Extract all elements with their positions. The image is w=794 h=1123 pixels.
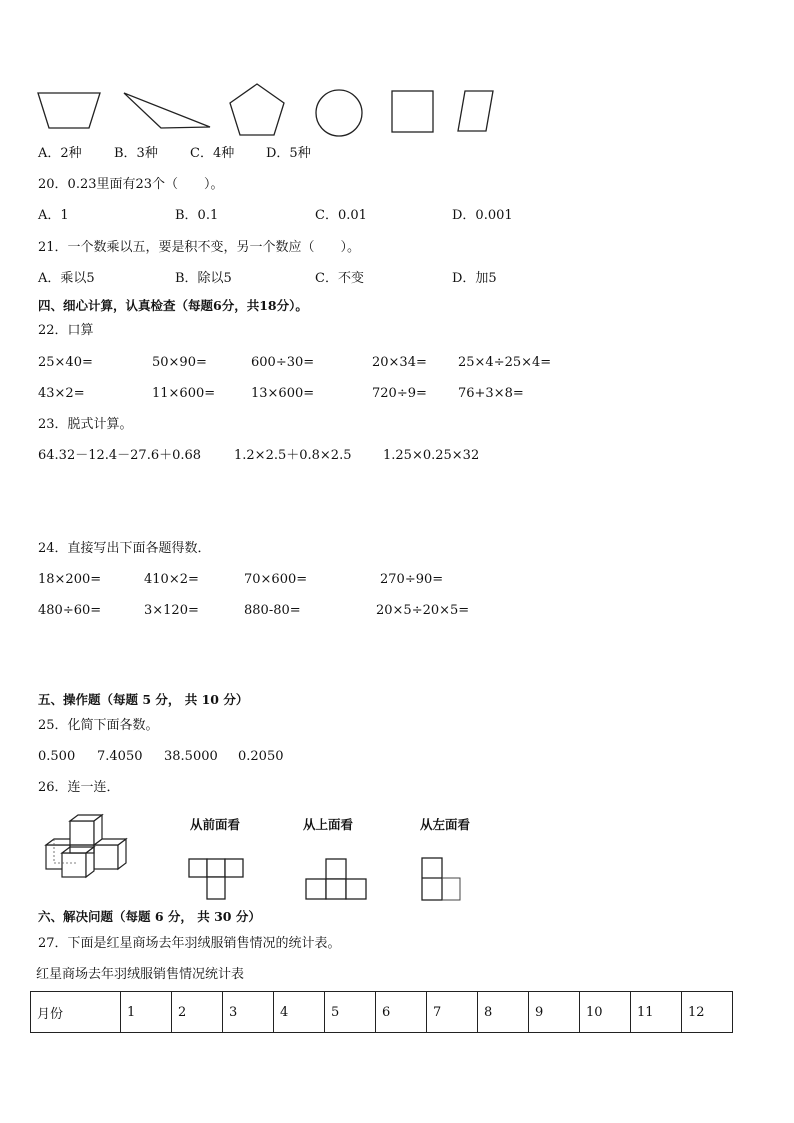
view-label-front: 从前面看 bbox=[190, 817, 241, 832]
q22-item: 20×34= bbox=[372, 355, 427, 370]
pentagon-shape bbox=[230, 84, 284, 135]
q22-item: 43×2= bbox=[38, 386, 85, 401]
q20-choice-c: C．0.01 bbox=[315, 208, 367, 223]
q23-stem: 23．脱式计算。 bbox=[38, 417, 133, 432]
square-shape bbox=[392, 91, 433, 132]
table-header-cell: 2 bbox=[172, 992, 223, 1033]
table-header-cell: 8 bbox=[478, 992, 529, 1033]
sales-stat-table bbox=[30, 991, 733, 1033]
q22-item: 11×600= bbox=[152, 386, 216, 401]
table-header-cell: 5 bbox=[325, 992, 376, 1033]
table-header-cell: 4 bbox=[274, 992, 325, 1033]
q20-stem: 20．0.23里面有23个（ ）。 bbox=[38, 177, 224, 192]
table-row bbox=[31, 992, 733, 1033]
front-view-figure bbox=[188, 855, 246, 901]
q22-item: 600÷30= bbox=[251, 355, 315, 370]
q24-item: 880-80= bbox=[244, 603, 301, 618]
q23-item: 1.25×0.25×32 bbox=[383, 448, 480, 463]
q20-choice-b: B．0.1 bbox=[175, 208, 219, 223]
q22-item: 25×4÷25×4= bbox=[458, 355, 552, 370]
q23-item: 64.32－12.4－27.6＋0.68 bbox=[38, 448, 202, 463]
q24-item: 410×2= bbox=[144, 572, 199, 587]
circle-shape bbox=[316, 90, 362, 136]
q21-choice-b: B．除以5 bbox=[175, 271, 232, 286]
q25-number: 0.2050 bbox=[238, 749, 284, 764]
q25-number: 7.4050 bbox=[97, 749, 143, 764]
q24-item: 3×120= bbox=[144, 603, 199, 618]
table-header-cell: 11 bbox=[631, 992, 682, 1033]
q20-choice-a: A．1 bbox=[38, 208, 69, 223]
trapezoid-shape bbox=[38, 93, 100, 128]
section6-title: 六、解决问题（每题 6 分， 共 30 分） bbox=[38, 909, 261, 924]
q25-number: 0.500 bbox=[38, 749, 76, 764]
q23-item: 1.2×2.5＋0.8×2.5 bbox=[234, 448, 352, 463]
table-header-cell: 3 bbox=[223, 992, 274, 1033]
table-header-cell: 6 bbox=[376, 992, 427, 1033]
q19-choice-d: D．5种 bbox=[266, 146, 311, 161]
q21-stem: 21．一个数乘以五，要是积不变，另一个数应（ ）。 bbox=[38, 240, 361, 255]
top-view-figure bbox=[304, 857, 368, 903]
table-header-cell: 10 bbox=[580, 992, 631, 1033]
q24-item: 20×5÷20×5= bbox=[376, 603, 470, 618]
q25-number: 38.5000 bbox=[164, 749, 218, 764]
q19-shapes-figure bbox=[0, 0, 794, 140]
left-view-figure bbox=[420, 856, 464, 902]
q27-table-title: 红星商场去年羽绒服销售情况统计表 bbox=[36, 967, 245, 982]
view-label-top: 从上面看 bbox=[303, 817, 354, 832]
table-header-cell: 7 bbox=[427, 992, 478, 1033]
q21-choice-a: A．乘以5 bbox=[38, 271, 95, 286]
section5-title: 五、操作题（每题 5 分， 共 10 分） bbox=[38, 692, 249, 707]
table-header-cell: 12 bbox=[682, 992, 733, 1033]
q24-stem: 24．直接写出下面各题得数． bbox=[38, 541, 211, 556]
q22-stem: 22．口算 bbox=[38, 323, 94, 338]
q21-choice-d: D．加5 bbox=[452, 271, 497, 286]
parallelogram-shape bbox=[458, 91, 493, 131]
q22-item: 50×90= bbox=[152, 355, 207, 370]
table-header-cell: 1 bbox=[121, 992, 172, 1033]
table-header-cell: 月份 bbox=[31, 992, 121, 1033]
q19-choice-a: A．2种 bbox=[38, 146, 82, 161]
q24-item: 270÷90= bbox=[380, 572, 444, 587]
q19-choice-c: C．4种 bbox=[190, 146, 235, 161]
q22-item: 25×40= bbox=[38, 355, 93, 370]
triangle-shape bbox=[124, 93, 210, 128]
q22-item: 13×600= bbox=[251, 386, 315, 401]
q21-choice-c: C．不变 bbox=[315, 271, 364, 286]
section4-title: 四、细心计算，认真检查（每题6分，共18分）。 bbox=[38, 298, 308, 313]
q24-item: 480÷60= bbox=[38, 603, 102, 618]
view-label-left: 从左面看 bbox=[420, 817, 471, 832]
q25-stem: 25．化简下面各数。 bbox=[38, 718, 159, 733]
q24-item: 18×200= bbox=[38, 572, 102, 587]
q24-item: 70×600= bbox=[244, 572, 308, 587]
q27-stem: 27．下面是红星商场去年羽绒服销售情况的统计表。 bbox=[38, 936, 341, 951]
cube-stack-figure bbox=[40, 812, 136, 882]
q26-stem: 26．连一连． bbox=[38, 780, 120, 795]
q22-item: 76+3×8= bbox=[458, 386, 524, 401]
q19-choice-b: B．3种 bbox=[114, 146, 158, 161]
q20-choice-d: D．0.001 bbox=[452, 208, 513, 223]
q22-item: 720÷9= bbox=[372, 386, 427, 401]
table-header-cell: 9 bbox=[529, 992, 580, 1033]
